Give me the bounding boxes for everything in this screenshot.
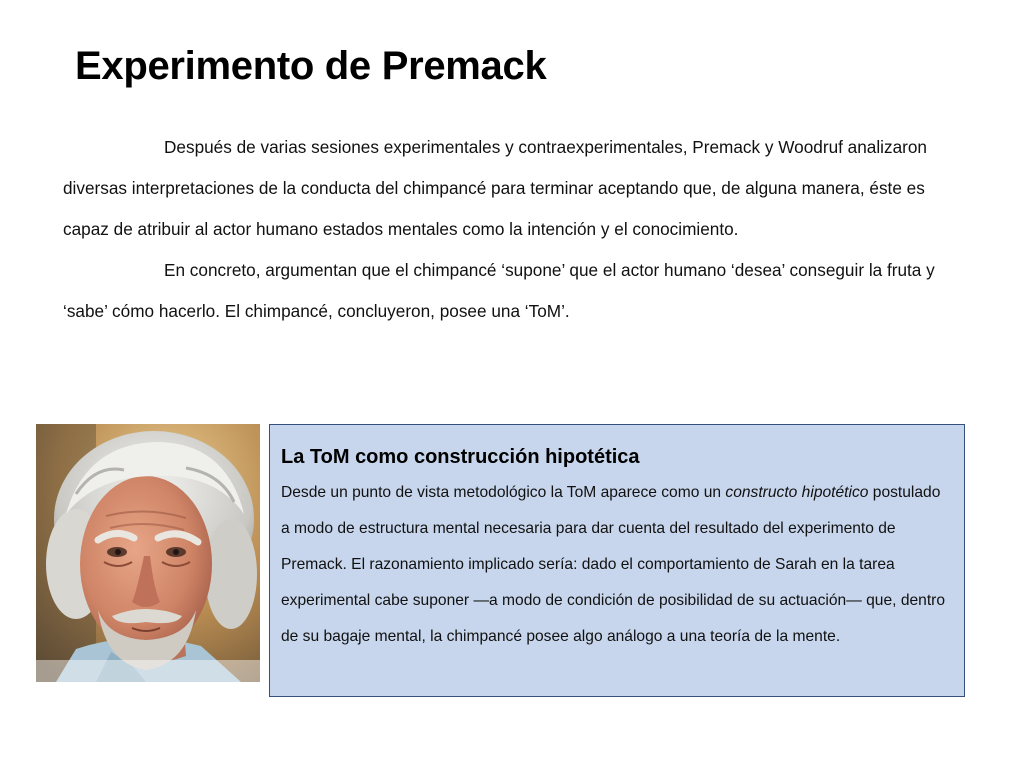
info-box-body-text: postulado a modo de estructura mental necesaria para dar cuenta del resultado del experimento de Premack. El razonamiento implicado sería: dado el comportamiento de Sarah en la tarea experimental cabe suponer —a modo de condición de posibilidad de su actuación— que, dentro de su bagaje mental, la chimpancé posee algo análogo a una teoría de la mente. (281, 484, 946, 645)
info-box-heading: La ToM como construcción hipotética (281, 446, 640, 468)
info-box (269, 424, 965, 697)
info-box-body (281, 475, 952, 655)
portrait-photo (36, 424, 260, 682)
body-text (63, 127, 943, 332)
paragraph: Después de varias sesiones experimentales y contraexperimentales, Premack y Woodruf analizaron diversas interpretaciones de la conducta del chimpancé para terminar aceptando que, de alguna manera, éste es capaz de atribuir al actor humano estados mentales como la intención y el conocimiento. (63, 137, 927, 239)
info-box-body-text: Desde un punto de vista metodológico la ToM aparece como un (281, 484, 726, 501)
portrait-illustration (36, 424, 260, 682)
paragraph: En concreto, argumentan que el chimpancé ‘supone’ que el actor humano ‘desea’ conseguir la fruta y ‘sabe’ cómo hacerlo. El chimpancé, concluyeron, posee una ‘ToM’. (63, 260, 935, 321)
slide-title: Experimento de Premack (75, 44, 547, 88)
info-box-emphasis: constructo hipotético (725, 484, 869, 501)
